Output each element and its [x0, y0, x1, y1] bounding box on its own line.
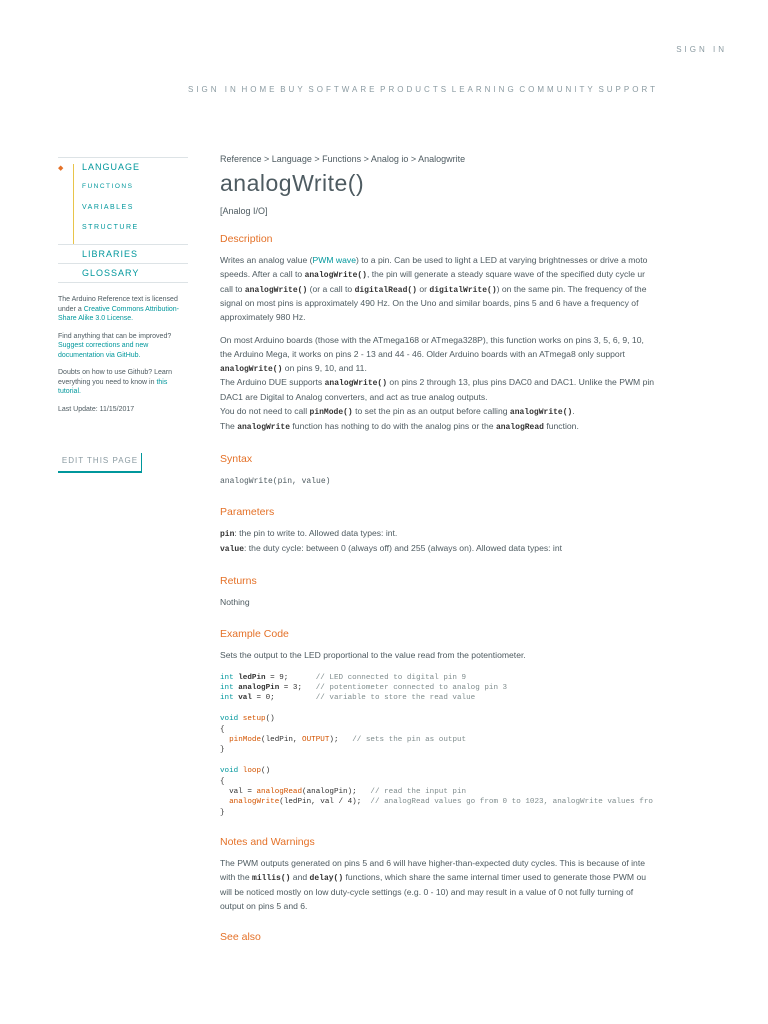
nav-community[interactable]: COMMUNITY [519, 85, 596, 94]
sidebar-item-variables[interactable]: VARIABLES [82, 204, 134, 211]
nav-home[interactable]: HOME [241, 85, 278, 94]
example-heading: Example Code [220, 627, 289, 640]
sidebar-item-glossary[interactable]: GLOSSARY [82, 268, 140, 278]
github-tutorial-link[interactable]: this tutorial. [58, 378, 168, 395]
nav-products[interactable]: PRODUCTS [380, 85, 450, 94]
notes-heading: Notes and Warnings [220, 836, 315, 849]
license-text: The Arduino Reference text is licensed under a [58, 296, 178, 313]
example-code-block: int ledPin = 9; // LED connected to digital pin 9 int analogPin = 3; // potentiometer connected to analog pin 3 int val = 0; // variable to store the read value void setup() { pinMode(ledPin, OUTPUT); // sets the pin as output } void loop() { val = analogRead(analogPin); // read the input pin analogWrite(ledPin, val / 4); // analogRead values go from 0 to 1023, analogWrite values fro } [220, 673, 653, 817]
improve-note [58, 332, 188, 361]
nav-software[interactable]: SOFTWARE [308, 85, 378, 94]
returns-text: Nothing [220, 596, 250, 607]
returns-heading: Returns [220, 574, 257, 587]
sign-in-link-top[interactable]: SIGN IN [676, 45, 727, 54]
description-heading: Description [220, 233, 273, 245]
nav-learning[interactable]: LEARNING [451, 85, 517, 94]
param-value-name: value [220, 545, 245, 555]
breadcrumb[interactable]: Reference > Language > Functions > Analog io > Analogwrite [220, 154, 466, 164]
pwm-wave-link[interactable]: PWM wave [312, 255, 356, 265]
divider [58, 282, 188, 283]
param-pin-desc: : the pin to write to. Allowed data types: int. [234, 528, 398, 539]
param-pin-name: pin [220, 530, 235, 540]
edit-page-button[interactable]: EDIT THIS PAGE [58, 453, 142, 473]
description-paragraph-2: On most Arduino boards (those with the ATmega168 or ATmega328P), this function works on pins 3, 5, 6, 9, 10, the Arduino Mega, it works on pins 2 - 13 and 44 - 46. Older Arduino boards with an ATmega8 only support analogWrite() on pins 9, 10, and 11. The Arduino DUE supports analogWrite() on pins 2 through 13, plus pins DAC0 and DAC1. Unlike the PWM pin DAC1 are Digital to Analog converters, and act as true analog outputs. You do not need to call pinMode() to set the pin as an output before calling analogWrite(). The analogWrite function has nothing to do with the analog pins or the analogRead function. [220, 334, 655, 432]
tree-line [73, 164, 74, 244]
syntax-heading: Syntax [220, 452, 253, 465]
last-update: Last Update: 11/15/2017 [58, 405, 135, 413]
notes-paragraph: The PWM outputs generated on pins 5 and 6 will have higher-than-expected duty cycles. This is because of inte with the millis() and delay() functions, which share the same internal timer used to generate those PWM ou will be noticed mostly on low duty-cycle settings (e.g. 0 - 10) and may result in a value of 0 not fully turning of output on pins 5 and 6. [220, 858, 647, 911]
license-link[interactable]: Creative Commons Attribution-Share Alike 3.0 License. [58, 305, 180, 322]
sidebar [58, 157, 188, 465]
nav-support[interactable]: SUPPORT [598, 85, 658, 94]
improve-link[interactable]: Suggest corrections and new documentation via GitHub. [58, 342, 149, 359]
sidebar-item-structure[interactable]: STRUCTURE [82, 224, 139, 231]
syntax-code: analogWrite(pin, value) [220, 476, 331, 486]
nav-buy[interactable]: BUY [280, 85, 306, 94]
sidebar-item-language[interactable]: LANGUAGE [82, 162, 141, 172]
parameter-list [220, 527, 734, 557]
sidebar-row-glossary [58, 264, 188, 282]
github-text: Doubts on how to use Github? Learn everything you need to know in [58, 369, 173, 386]
nav-sign-in[interactable]: SIGN IN [188, 85, 239, 94]
sidebar-item-functions[interactable]: FUNCTIONS [82, 183, 134, 190]
github-note [58, 368, 188, 397]
example-intro: Sets the output to the LED proportional to the value read from the potentiometer. [220, 649, 526, 660]
sidebar-row-libraries [58, 245, 188, 263]
see-also-heading: See also [220, 931, 261, 944]
description-paragraph-1: Writes an analog value (PWM wave) to a pin. Can be used to light a LED at varying brightnesses or drive a moto speeds. After a call to analogWrite(), the pin will generate a steady square wave of the specified duty cycle ur call to analogWrite() (or a call to digitalRead() or digitalWrite()) on the same pin. The frequency of the signal on most pins is approximately 490 Hz. On the Uno and similar boards, pins 5 and 6 have a frequency of approximately 980 Hz. [220, 255, 648, 323]
top-navigation [188, 85, 658, 94]
active-bullet-icon: ◆ [58, 165, 64, 172]
parameters-heading: Parameters [220, 506, 275, 519]
page-title: analogWrite() [220, 170, 365, 196]
category-label: [Analog I/O] [220, 206, 268, 216]
main-content [220, 154, 734, 943]
sidebar-item-libraries[interactable]: LIBRARIES [82, 249, 139, 259]
param-value-desc: : the duty cycle: between 0 (always off) and 255 (always on). Allowed data types: int [244, 543, 563, 554]
license-note [58, 295, 188, 324]
improve-text: Find anything that can be improved? [58, 332, 172, 340]
